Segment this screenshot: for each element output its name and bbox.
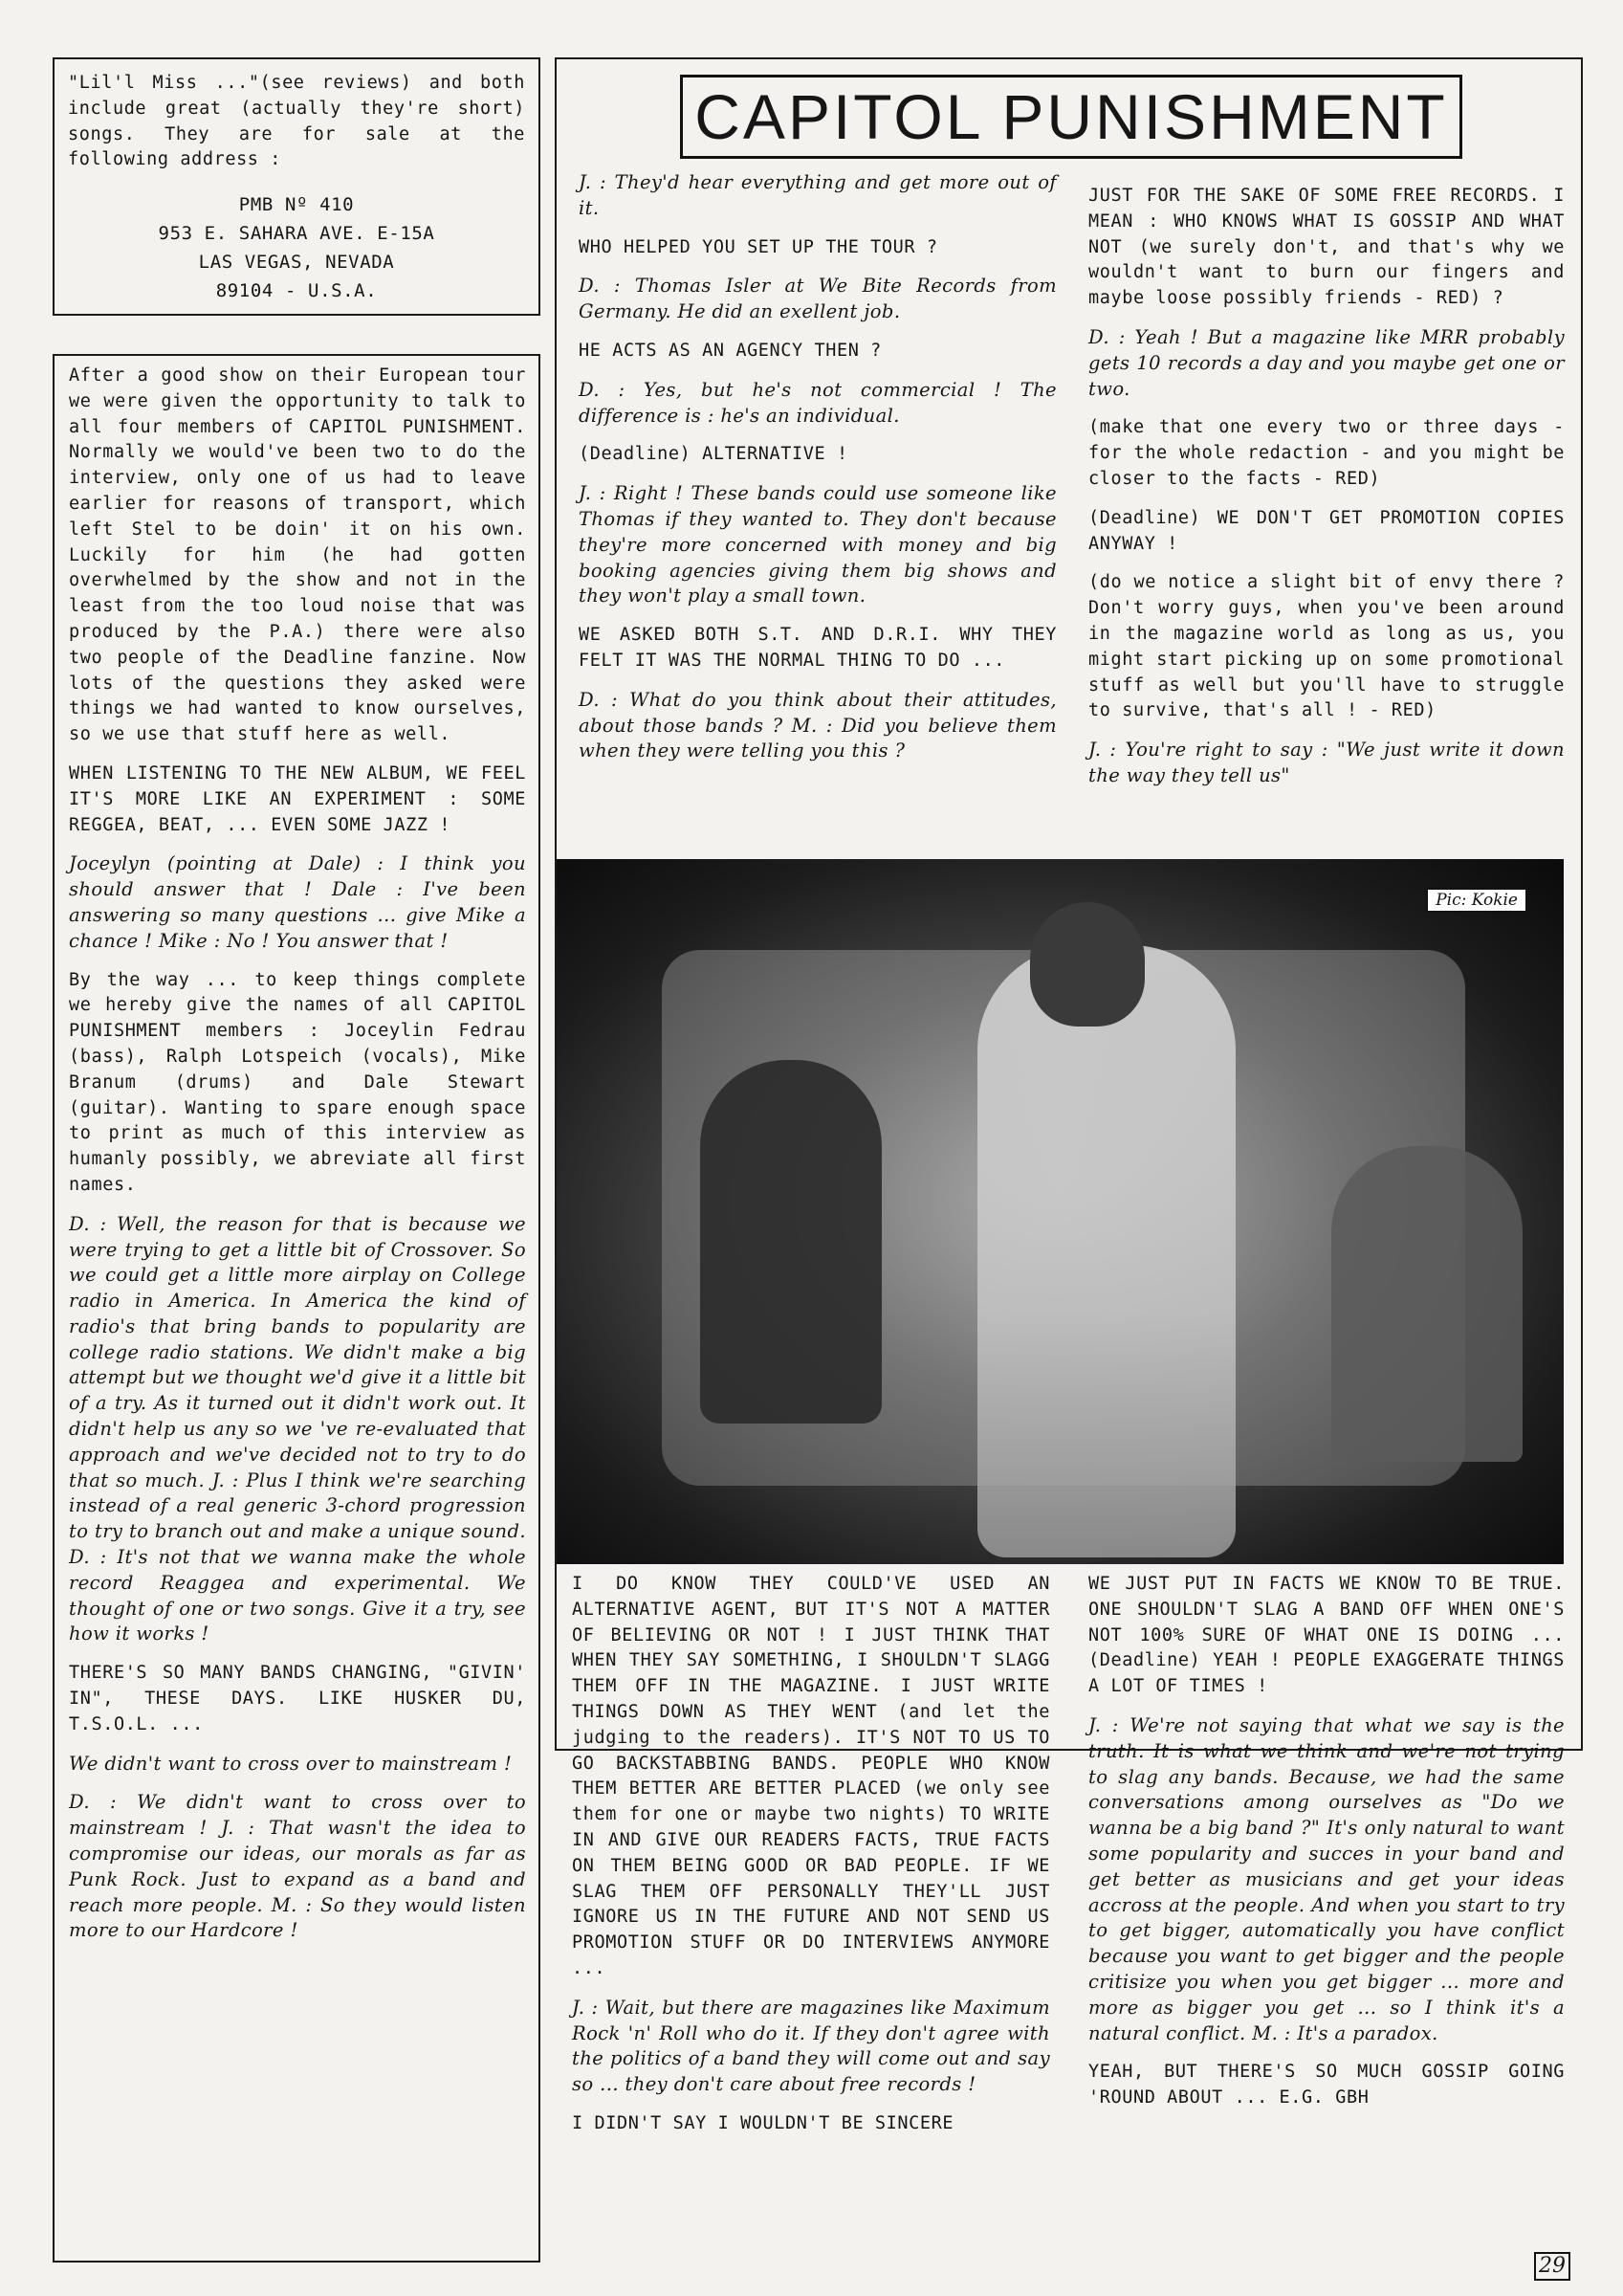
col2-bottom-paragraph: I DIDN'T SAY I WOULDN'T BE SINCERE — [572, 2112, 954, 2133]
right-column-top — [1088, 184, 1565, 803]
col2-bottom-paragraph: J. : Wait, but there are magazines like Maximum Rock 'n' Roll who do it. If they don't agree with the politics of a band they will come out and say so ... they don't care about free records ! — [572, 1996, 1050, 2096]
photo-singer — [977, 945, 1236, 1557]
col2-top-paragraph: D. : What do you think about their attitudes, about those bands ? M. : Did you believe them when they were telling you this ? — [579, 688, 1057, 762]
band-photo — [557, 859, 1564, 1564]
col2-bottom-paragraph: I DO KNOW THEY COULD'VE USED AN ALTERNATIVE AGENT, BUT IT'S NOT A MATTER OF BELIEVING OR NOT ! I JUST THINK THAT WHEN THEY SAY SOMETHING, I SHOULDN'T SLAGG THEM OFF IN THE MAGAZINE. I JUST WRITE THINGS DOWN AS THEY WENT (and let the judging to the readers). IT'S NOT TO US TO GO BACKSTABBING BANDS. PEOPLE WHO KNOW THEM BETTER ARE BETTER PLACED (we only see them for one or maybe two nights) TO WRITE IN AND GIVE OUR READERS FACTS, TRUE FACTS ON THEM BEING GOOD OR BAD PEOPLE. IF WE SLAG THEM OFF PERSONALLY THEY'LL JUST IGNORE US IN THE FUTURE AND NOT SEND US PROMOTION STUFF OR DO INTERVIEWS ANYMORE ... — [572, 1574, 1050, 1978]
col3-bottom-paragraph: YEAH, BUT THERE'S SO MUCH GOSSIP GOING 'ROUND ABOUT ... E.G. GBH — [1088, 2062, 1565, 2108]
address-line-2: 953 E. SAHARA AVE. E-15A — [158, 223, 435, 245]
col3-bottom-paragraph: J. : We're not saying that what we say is the truth. It is what we think and we're not trying to slag any bands. Because, we had the same conversations among ourselves as "Do we wanna be a big band ?" It's only natural to want some popularity and succes in your band and get better as musicians and get your ideas accross at the people. And when you start to try to get bigger, automatically you have conflict because you want to get bigger and the people critisize you when you get bigger ... more and more as bigger you get ... so I think it's a natural conflict. M. : It's a paradox. — [1088, 1713, 1565, 2044]
page-number: 29 — [1534, 2252, 1570, 2281]
col2-top-paragraph: (Deadline) ALTERNATIVE ! — [579, 444, 848, 465]
col3-top-paragraph: JUST FOR THE SAKE OF SOME FREE RECORDS. I MEAN : WHO KNOWS WHAT IS GOSSIP AND WHAT NOT (we surely don't, and that's why we wouldn't want to burn our fingers and maybe loose possibly friends - RED) ? — [1088, 186, 1565, 309]
col1-paragraph: We didn't want to cross over to mainstream ! — [69, 1752, 513, 1775]
address-line-1: PMB Nº 410 — [238, 194, 355, 216]
col1-paragraph: D. : We didn't want to cross over to mainstream ! J. : That wasn't the idea to compromise our ideas, our morals as far as Punk Rock. Just to expand as a band and reach more people. M. : So they would listen more to our Hardcore ! — [69, 1791, 526, 1942]
col3-top-paragraph: J. : You're right to say : "We just write it down the way they tell us" — [1088, 739, 1565, 786]
middle-column-bottom — [572, 1572, 1050, 2151]
col1-paragraph: After a good show on their European tour we were given the opportunity to talk to all four members of CAPITOL PUNISHMENT. Normally we would've been two to do the interview, only one of us had to leave earlier for reasons of transport, which left Stel to be doin' it on his own. Luckily for him (he had gotten overwhelmed by the show and not in the least from the too loud noise that was produced by the P.A.) there were also two people of the Deadline fanzine. Now lots of the questions they asked were things we had wanted to know ourselves, so we use that stuff here as well. — [69, 365, 526, 745]
col1-paragraph: THERE'S SO MANY BANDS CHANGING, "GIVIN' IN", THESE DAYS. LIKE HUSKER DU, T.S.O.L. ... — [69, 1663, 526, 1734]
col3-top-paragraph: (Deadline) WE DON'T GET PROMOTION COPIES ANYWAY ! — [1088, 507, 1565, 554]
photo-figure-right — [1331, 1146, 1523, 1462]
col1-paragraph: WHEN LISTENING TO THE NEW ALBUM, WE FEEL IT'S MORE LIKE AN EXPERIMENT : SOME REGGEA, BEAT, ... EVEN SOME JAZZ ! — [69, 762, 526, 835]
col3-top-paragraph: D. : Yeah ! But a magazine like MRR probably gets 10 records a day and you maybe get one or two. — [1088, 325, 1565, 400]
middle-column-top — [579, 170, 1057, 778]
address-line-3: LAS VEGAS, NEVADA — [198, 252, 395, 274]
address-line-4: 89104 - U.S.A. — [215, 280, 378, 302]
col1-paragraph: Joceylyn (pointing at Dale) : I think you should answer that ! Dale : I've been answering so many questions ... give Mike a chance ! Mike : No ! You answer that ! — [69, 852, 526, 952]
address-box — [53, 57, 540, 316]
col2-top-paragraph: WE ASKED BOTH S.T. AND D.R.I. WHY THEY FELT IT WAS THE NORMAL THING TO DO ... — [579, 625, 1057, 671]
col3-bottom-paragraph: WE JUST PUT IN FACTS WE KNOW TO BE TRUE. ONE SHOULDN'T SLAG A BAND OFF WHEN ONE'S NOT 100% SURE OF WHAT ONE IS DOING ... (Deadline) YEAH ! PEOPLE EXAGGERATE THINGS A LOT OF TIMES ! — [1088, 1574, 1565, 1697]
col3-top-paragraph: (make that one every two or three days - for the whole redaction - and you might be closer to the facts - RED) — [1088, 417, 1565, 489]
photo-credit: Pic: Kokie — [1426, 888, 1527, 913]
col2-top-paragraph: J. : They'd hear everything and get more out of it. — [579, 171, 1057, 219]
col3-top-paragraph: (do we notice a slight bit of envy there ? Don't worry guys, when you've been around in the magazine world as long as us, you might start picking up on some promotional stuff as well but you'll have to struggle to survive, that's all ! - RED) — [1088, 572, 1565, 721]
photo-singer-head — [1030, 902, 1145, 1027]
col2-top-paragraph: HE ACTS AS AN AGENCY THEN ? — [579, 340, 882, 361]
photo-guitarist — [700, 1060, 882, 1424]
col1-paragraph: By the way ... to keep things complete we hereby give the names of all CAPITOL PUNISHMENT members : Joceylin Fedrau (bass), Ralph Lotspeich (vocals), Mike Branum (drums) and Dale Stewart (guitar). Wanting to spare enough space to print as much of this interview as humanly possibly, we abreviate all first names. — [69, 969, 526, 1195]
col2-top-paragraph: J. : Right ! These bands could use someone like Thomas if they wanted to. They don't because they're more concerned with money and big booking agencies giving them big shows and they won't play a small town. — [579, 482, 1057, 607]
col1-paragraph: D. : Well, the reason for that is because we were trying to get a little bit of Crossover. So we could get a little more airplay on College radio in America. In America the kind of radio's that bring bands to popularity are college radio stations. We didn't make a big attempt but we thought we'd give it a little bit of a try. As it turned out it didn't work out. It didn't help us any so we 've re-evaluated that approach and we've decided not to try to do that so much. J. : Plus I think we're searching instead of a real generic 3-chord progression to try to branch out and make a unique sound. D. : It's not that we wanna make the whole record Reaggea and experimental. We thought of one or two songs. Give it a try, see how it works ! — [69, 1212, 526, 1645]
right-column-bottom — [1088, 1572, 1565, 2125]
address-intro: "Lil'l Miss ..."(see reviews) and both include great (actually they're short) songs. They are for sale at the following address : — [68, 73, 525, 170]
col2-top-paragraph: WHO HELPED YOU SET UP THE TOUR ? — [579, 236, 938, 257]
col2-top-paragraph: D. : Thomas Isler at We Bite Records from Germany. He did an exellent job. — [579, 275, 1057, 323]
article-title: CAPITOL PUNISHMENT — [680, 75, 1462, 159]
left-column — [69, 364, 526, 1957]
col2-top-paragraph: D. : Yes, but he's not commercial ! The difference is : he's an individual. — [579, 378, 1057, 427]
